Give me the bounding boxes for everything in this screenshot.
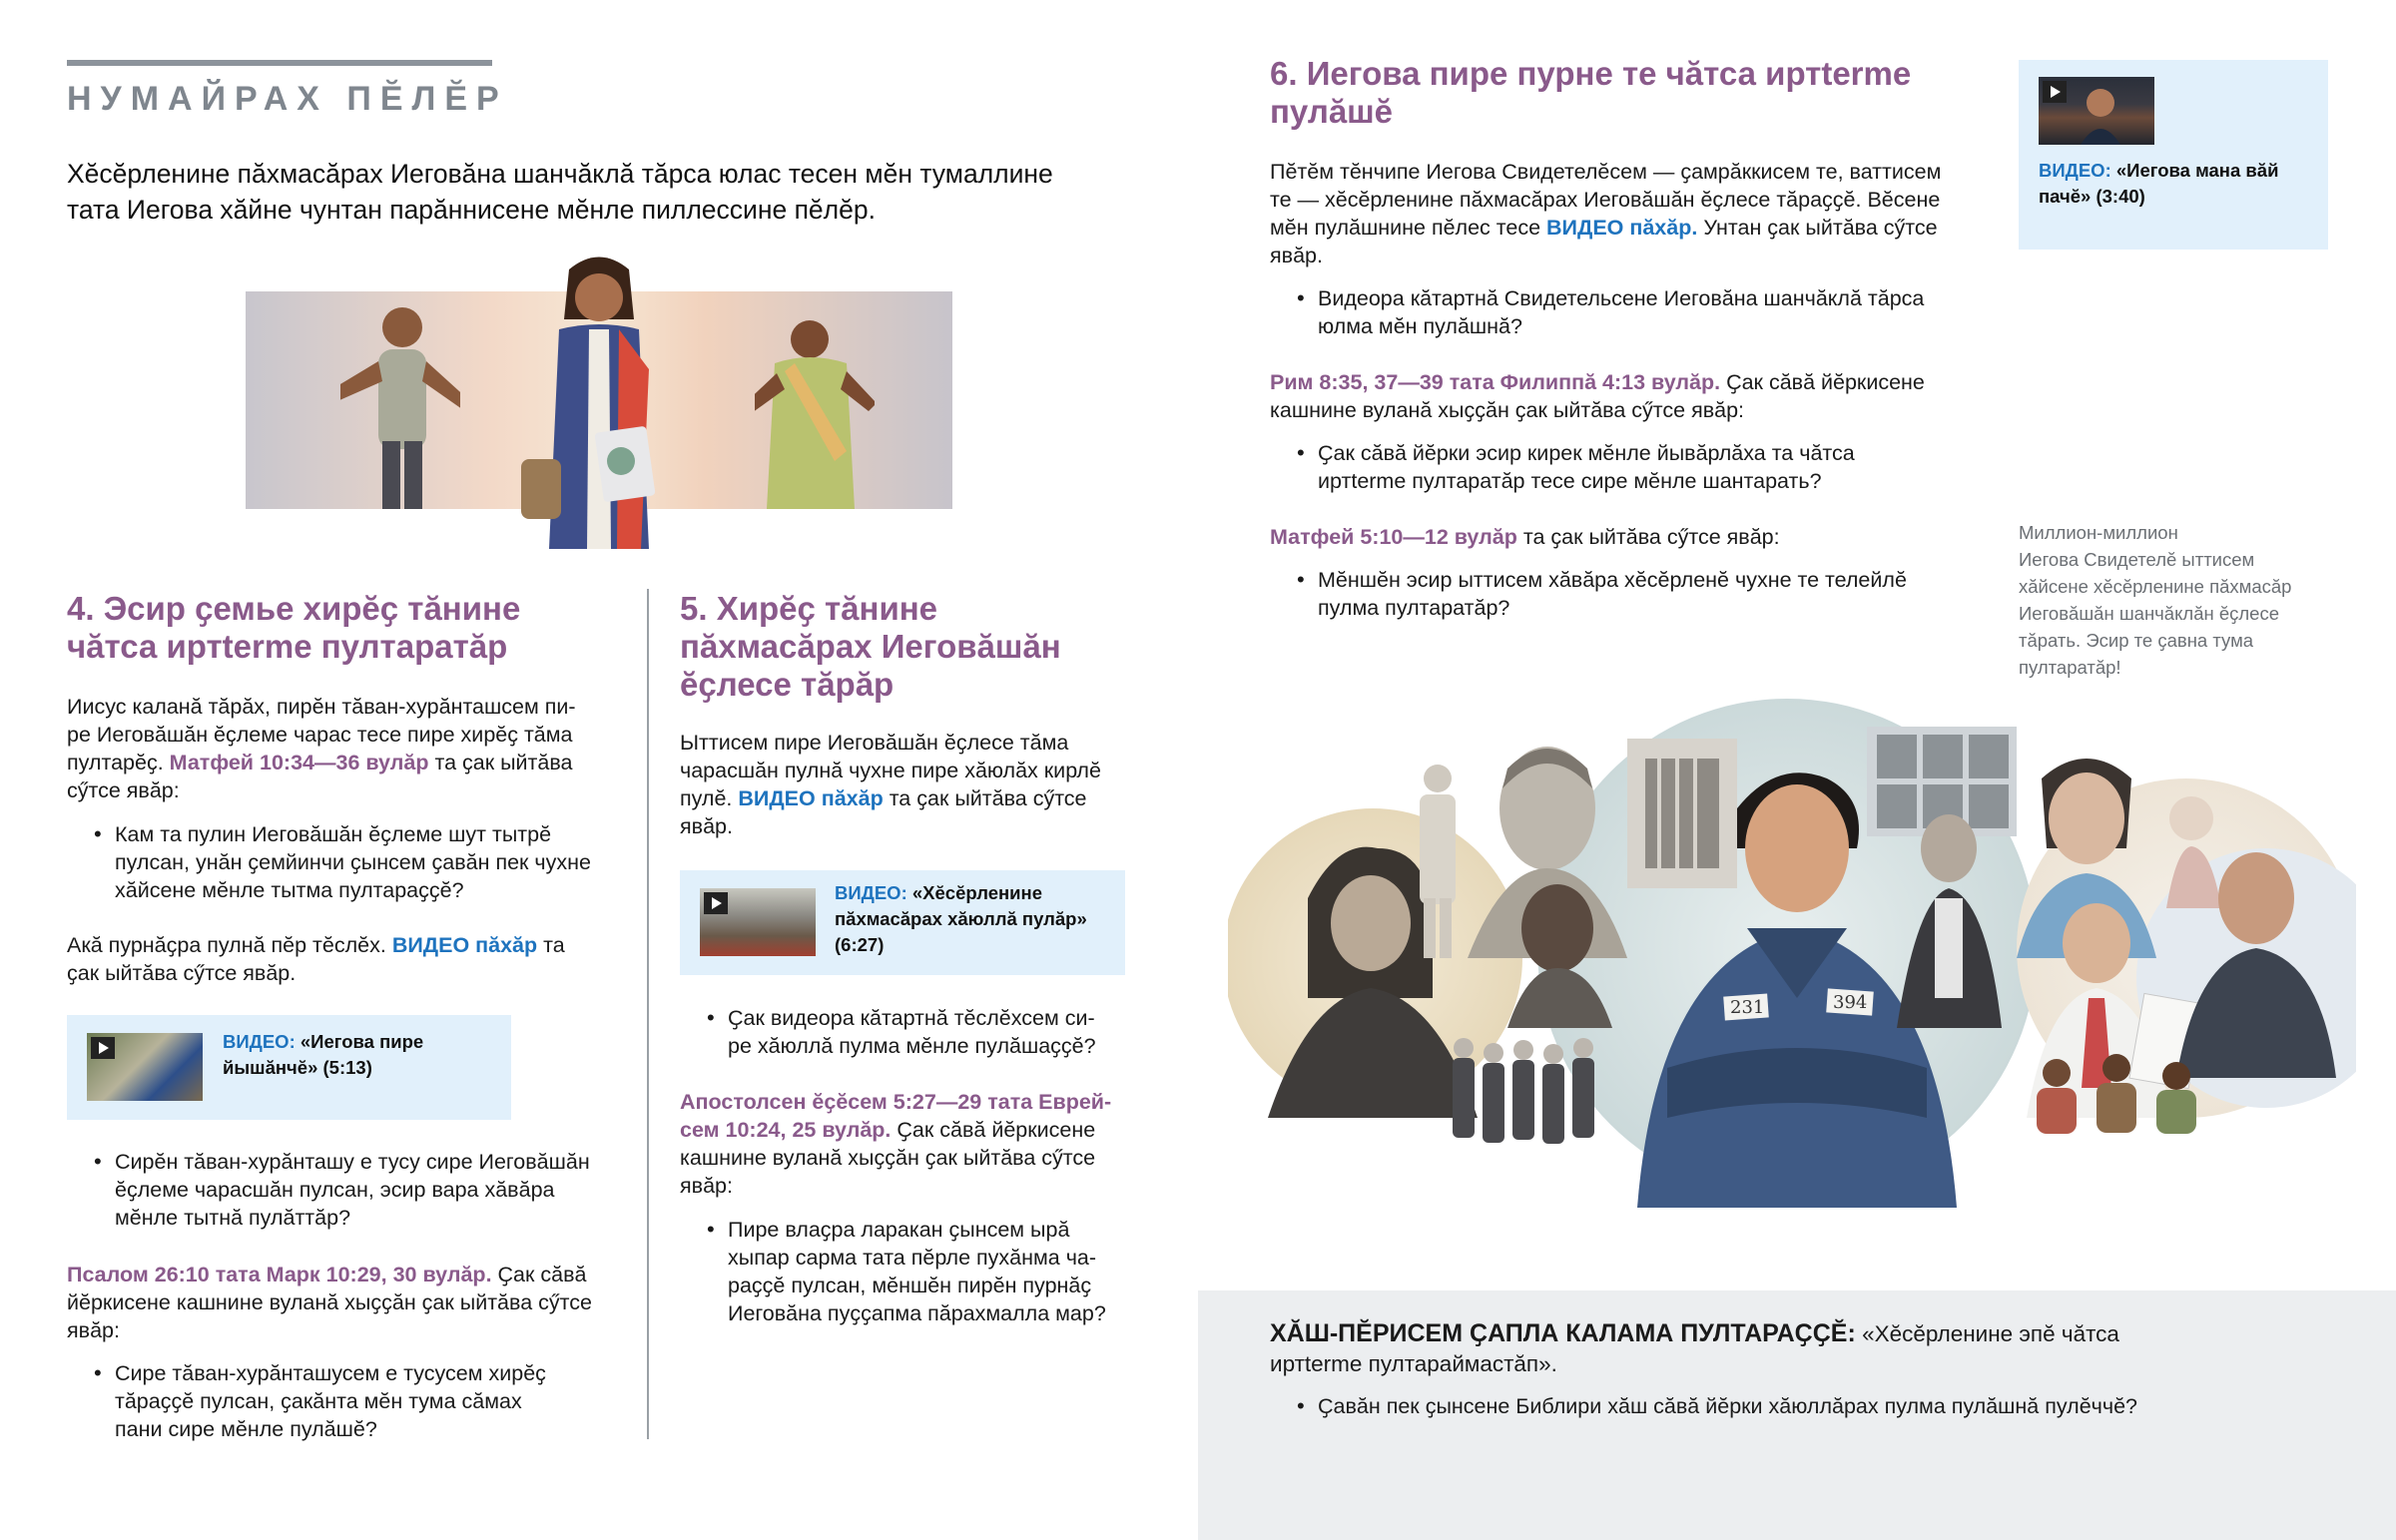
section4-bullet2: • Сирӗн тӑван-хурӑнташу е тусу сире Иеговӑшӑн ӗҫлеме чарасшӑн пулсан, эсир вара хӑвӑра мӗнле тытнӑ пулӑттӑр? xyxy=(67,1148,646,1232)
prisoner-badge-2: 394 xyxy=(1833,992,1868,1013)
video-thumbnail[interactable] xyxy=(87,1033,203,1101)
video-title[interactable]: ВИДЕО: «Иегова мана вӑй пачӗ» (3:40) xyxy=(2039,160,2279,207)
section4-paragraph1: Иисус каланӑ тӑрӑх, пирӗн тӑван-хурӑнташсем пи- ре Иеговӑшӑн ӗҫлеме чарас тесе пире хирӗҫ тӑма пултарӗҫ. Матфей 10:34—36 вулӑр та ҫак ыйтӑва сӳтсе явӑр: xyxy=(67,695,576,802)
prisoner-badge-1: 231 xyxy=(1730,997,1765,1018)
scripture-ref[interactable]: Рим 8:35, 37—39 тата Филиппӑ 4:13 вулӑр. xyxy=(1270,370,1721,394)
section6-paragraph3: Матфей 5:10—12 вулӑр та ҫак ыйтӑва сӳтсе явӑр: xyxy=(1270,525,1780,549)
column-divider xyxy=(647,589,649,1439)
scripture-ref[interactable]: сем 10:24, 25 вулӑр. xyxy=(680,1118,892,1142)
seated-men xyxy=(2037,1054,2196,1134)
section6-bullet2: • Ҫак сӑвӑ йӗрки эсир кирек мӗнле йывӑрлӑха та чӑтса иртterme пултаратӑр тесе сире мӗнле шантарать? xyxy=(1270,439,1989,495)
objection-heading: ХӐШ-ПӖРИСЕМ ҪАПЛА КАЛАМА ПУЛТАРАҪҪӖ: «Хӗсӗрленине эпӗ чӑтса иртterme пултараймастӑп». xyxy=(1270,1319,2119,1376)
scripture-ref[interactable]: Апостолсен ӗҫӗсем 5:27—29 тата Еврей- xyxy=(680,1090,1112,1114)
objection-panel xyxy=(1198,1290,2396,1540)
scripture-ref[interactable]: Матфей 10:34—36 вулӑр xyxy=(169,751,429,774)
video-link[interactable]: ВИДЕО пӑхӑр xyxy=(738,786,884,810)
video-card-3[interactable] xyxy=(2019,60,2328,250)
section4-paragraph3: Псалом 26:10 тата Марк 10:29, 30 вулӑр. Ҫак сӑвӑ йӗркисене кашнине вуланӑ хыҫҫӑн ҫак ыйтӑва сӳтсе явӑр: xyxy=(67,1263,592,1342)
section6-paragraph1: Пӗтӗм тӗнчипе Иегова Свидетелӗсем — ҫамрӑккисем те, ваттисем те — хӗсӗрленине пӑхмасӑрах Иеговӑшӑн ӗҫлесе тӑраҫҫӗ. Вӗсене мӗн пулӑшнине пӗлес тесе ВИДЕО пӑхӑр. Унтан ҫак ыйтӑва сӳтсе явӑр. xyxy=(1270,160,1942,267)
eyebrow-title: НУМАЙРАХ ПӖЛӖР xyxy=(67,80,508,118)
section5-title: 5. Хирӗҫ тӑнине пӑхмасӑрах Иеговӑшӑн ӗҫлесе тӑрӑр xyxy=(680,590,1061,703)
illustration-caption: Миллион-миллион Иегова Свидетелӗ ыттисем хӑйсене хӗсӗрленине пӑхмасӑр Иеговӑшӑн шанчӑклӑн ӗҫлесе тӑрать. Эсир те ҫавна тума пултаратӑр! xyxy=(2019,522,2292,678)
man-figure xyxy=(340,301,460,509)
video-card-1[interactable] xyxy=(67,1015,511,1120)
faithful-witnesses-collage xyxy=(1228,699,2356,1208)
video-thumbnail[interactable] xyxy=(2039,77,2154,145)
objection-bullet: • Ҫавӑн пек ҫынсене Библири хӑш сӑвӑ йӗрки хӑюллӑрах пулма пулӑшнӑ пулӗччӗ? xyxy=(1270,1392,2348,1420)
speaker-portrait xyxy=(2079,83,2122,145)
section5-bullet2: • Пире влаҫра ларакан ҫынсем ырӑ хыпар сарма тата пӗрле пухӑнма ча- раҫҫӗ пулсан, мӗншӗн пирӗн пурнӑҫ Иеговӑна пуҫҫапма пӑрахмалла мар? xyxy=(680,1216,1169,1327)
video-thumbnail[interactable] xyxy=(700,888,816,956)
intro-text: Хӗсӗрленине пӑхмасӑрах Иеговӑна шанчӑклӑ тӑрса юлас тесен мӗн тумаллине тата Иегова хӑйне чунтан парӑннисене мӗнле пиллессине пӗлӗр. xyxy=(67,159,1053,225)
section6-bullet1: • Видеора кӑтартнӑ Свидетельсене Иеговӑна шанчӑклӑ тӑрса юлма мӗн пулӑшнӑ? xyxy=(1270,284,1989,340)
scripture-ref[interactable]: Псалом 26:10 тата Марк 10:29, 30 вулӑр. xyxy=(67,1263,492,1286)
video-card-2[interactable] xyxy=(680,870,1125,975)
section5-bullet1: • Ҫак видеора кӑтартнӑ тӗслӗхсем си- ре хӑюллӑ пулма мӗнле пулӑшаҫҫӗ? xyxy=(680,1004,1159,1060)
section4-bullet3: • Сире тӑван-хурӑнташусем е тусусем хирӗҫ тӑраҫҫӗ пулсан, ҫакӑнта мӗн тума сӑмах пани сире мӗнле пулӑшӗ? xyxy=(67,1359,646,1443)
video-title[interactable]: ВИДЕО: «Хӗсӗрленине пӑхмасӑрах хӑюллӑ пулӑр» (6:27) xyxy=(835,882,1087,955)
video-title[interactable]: ВИДЕО: «Иегова пире йышӑнчӗ» (5:13) xyxy=(223,1031,424,1078)
section4-bullet1: • Кам та пулин Иеговӑшӑн ӗҫлеме шут тытрӗ пулсан, унӑн ҫемйинчи ҫынсем ҫавӑн пек чухне хӑйсене мӗнле тытма пултараҫҫӗ? xyxy=(67,820,646,904)
eyebrow-rule xyxy=(67,60,492,66)
woman-right-figure xyxy=(755,311,875,509)
section5-paragraph2: Апостолсен ӗҫӗсем 5:27—29 тата Еврей- сем 10:24, 25 вулӑр. Ҫак сӑвӑ йӗркисене кашнине вуланӑ хыҫҫӑн ҫак ыйтӑва сӳтсе явӑр: xyxy=(680,1090,1112,1198)
section6-bullet3: • Мӗншӗн эсир ыттисем хӑвӑра хӗсӗрленӗ чухне те телейлӗ пулма пултаратӑр? xyxy=(1270,566,1989,622)
section4-paragraph2: Акӑ пурнӑҫра пулнӑ пӗр тӗслӗх. ВИДЕО пӑхӑр та ҫак ыйтӑва сӳтсе явӑр. xyxy=(67,933,565,985)
prison-window xyxy=(1627,739,1737,888)
video-link[interactable]: ВИДЕО пӑхӑр xyxy=(391,933,538,957)
section4-title: 4. Эсир ҫемье хирӗҫ тӑнине чӑтса иртterme пултаратӑр xyxy=(67,590,521,665)
section6-paragraph2: Рим 8:35, 37—39 тата Филиппӑ 4:13 вулӑр. Ҫак сӑвӑ йӗркисене кашнине вуланӑ хыҫҫӑн ҫак ыйтӑва сӳтсе явӑр: xyxy=(1270,370,1925,422)
video-link[interactable]: ВИДЕО пӑхӑр. xyxy=(1546,216,1698,240)
play-icon[interactable] xyxy=(704,892,728,914)
section6-title: 6. Иегова пире пурне те чӑтса иртterme пулӑшӗ xyxy=(1270,55,1912,130)
young-woman-figure xyxy=(499,250,699,589)
section5-paragraph1: Ыттисем пире Иеговӑшӑн ӗҫлесе тӑма чарасшӑн пулнӑ чухне пире хӑюлӑх кирлӗ пулӗ. ВИДЕО пӑхӑр та ҫак ыйтӑва сӳтсе явӑр. xyxy=(680,731,1101,838)
scripture-ref[interactable]: Матфей 5:10—12 вулӑр xyxy=(1270,525,1517,549)
play-icon[interactable] xyxy=(2043,81,2067,103)
play-icon[interactable] xyxy=(91,1037,115,1059)
